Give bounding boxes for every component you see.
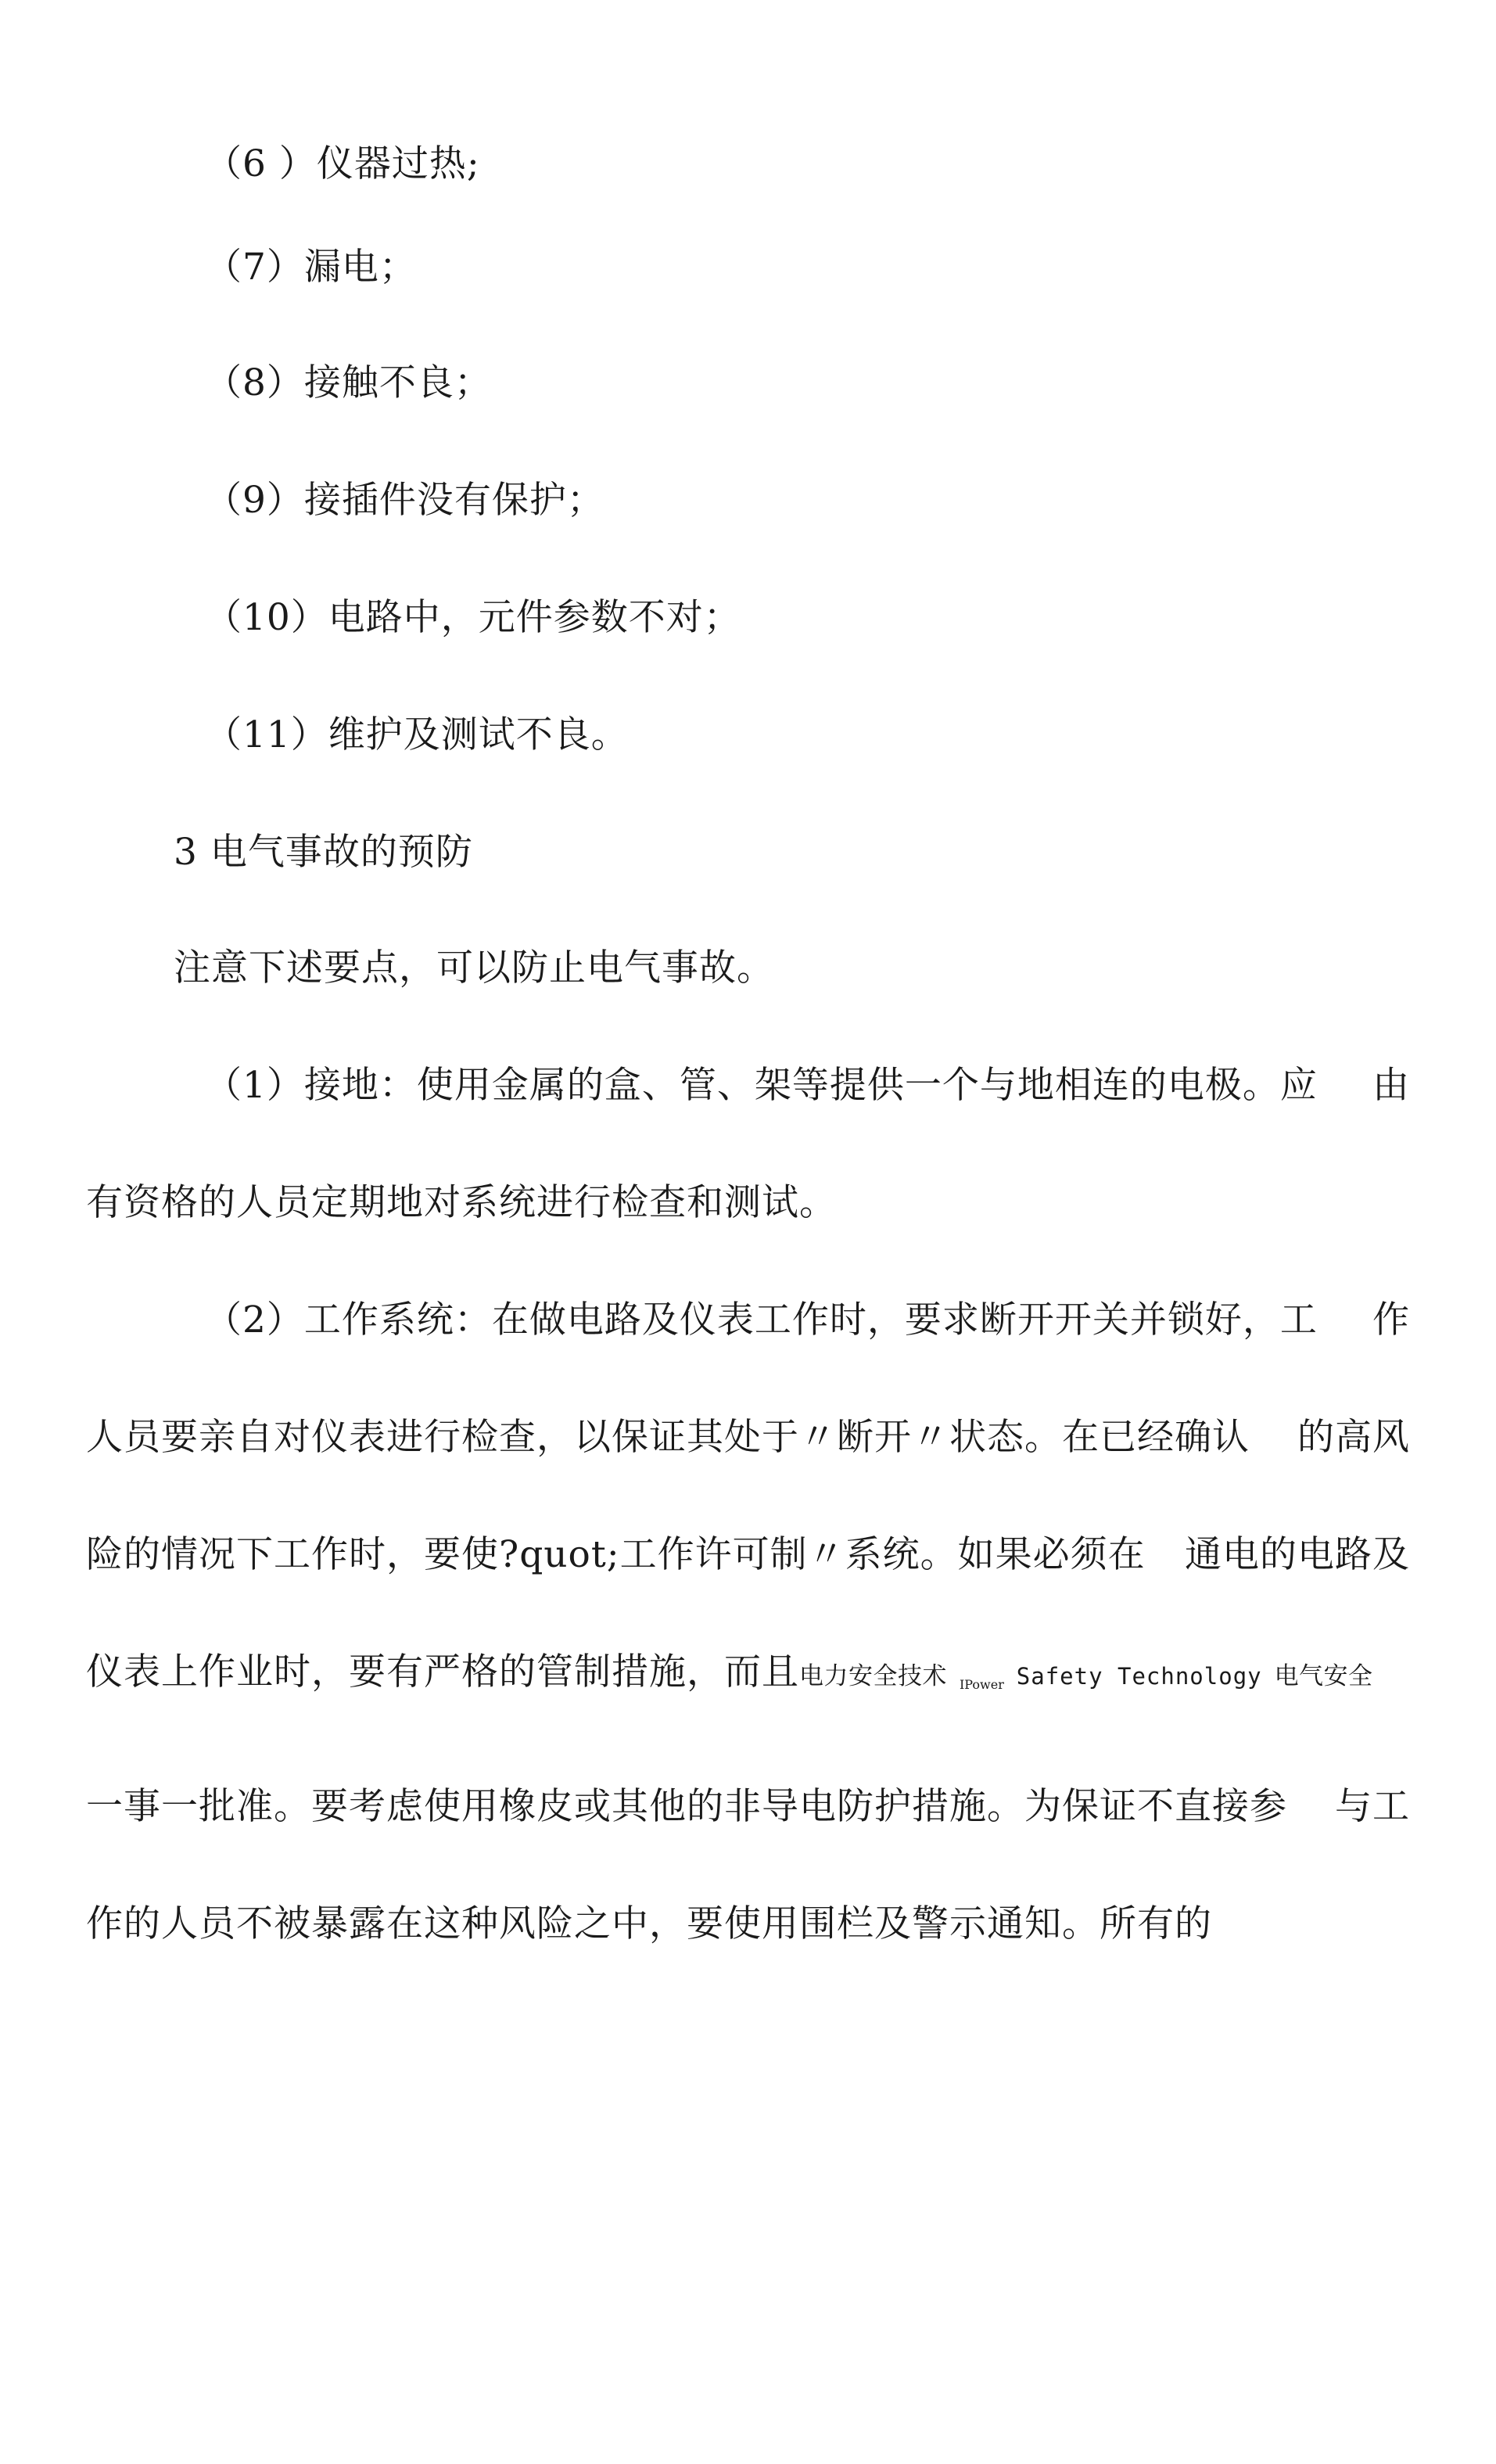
paragraph-2-line-3-text: 险的情况下工作时，要使?quot;工作许可制〃系统。如果必须在 (86, 1533, 1146, 1576)
paragraph-2-line-6: 作的人员不被暴露在这种风险之中，要使用围栏及警示通知。所有的 (86, 1902, 1212, 1945)
paragraph-2-line-5-end: 与工 (1335, 1785, 1410, 1828)
paragraph-2-line-3-end: 通电的电路及 (1185, 1533, 1410, 1576)
list-item: （9）接插件没有保护； (205, 479, 604, 522)
paragraph-2-line-1-text: （2）工作系统：在做电路及仪表工作时，要求断开开关并锁好，工 (205, 1298, 1318, 1342)
paragraph-1-line-2: 有资格的人员定期地对系统进行检查和测试。 (86, 1181, 837, 1224)
paragraph-2-line-5 (86, 1783, 1410, 1830)
list-item: （11）维护及测试不良。 (205, 713, 629, 756)
list-item: （6 ）仪器过热; (205, 142, 480, 185)
paragraph-2-line-3 (86, 1532, 1410, 1579)
paragraph-2-line-4 (86, 1649, 1373, 1708)
intro-paragraph: 注意下述要点，可以防止电气事故。 (174, 946, 774, 990)
header-watermark-cn-2: 电气安全 (1274, 1662, 1373, 1690)
section-heading: 3 电气事故的预防 (174, 831, 473, 874)
paragraph-2-line-1-end: 作 (1372, 1298, 1410, 1342)
paragraph-2-line-2-text: 人员要亲自对仪表进行检查，以保证其处于〃断开〃状态。在已经确认 (86, 1416, 1250, 1459)
paragraph-2-line-5-text: 一事一批准。要考虑使用橡皮或其他的非导电防护措施。为保证不直接参 (86, 1785, 1287, 1828)
paragraph-2-line-1 (205, 1297, 1410, 1344)
header-watermark-en: Safety Technology (1016, 1663, 1262, 1690)
list-item: （8）接触不良； (205, 361, 492, 404)
paragraph-1-line-1 (205, 1062, 1410, 1109)
paragraph-1-line-1-end: 由 (1372, 1064, 1410, 1107)
list-item: （7）漏电； (205, 246, 417, 289)
list-item: （10）电路中，元件参数不对； (205, 596, 741, 639)
paragraph-2-line-2-end: 的高风 (1297, 1416, 1410, 1459)
header-watermark-cn: 电力安全技术 (799, 1662, 947, 1690)
paragraph-2-line-2 (86, 1414, 1410, 1461)
header-watermark-tiny: IPower (959, 1677, 1004, 1692)
paragraph-2-line-4-text: 仪表上作业时，要有严格的管制措施，而且 (86, 1650, 799, 1694)
paragraph-1-line-1-text: （1）接地：使用金属的盒、管、架等提供一个与地相连的电极。应 (205, 1064, 1318, 1107)
